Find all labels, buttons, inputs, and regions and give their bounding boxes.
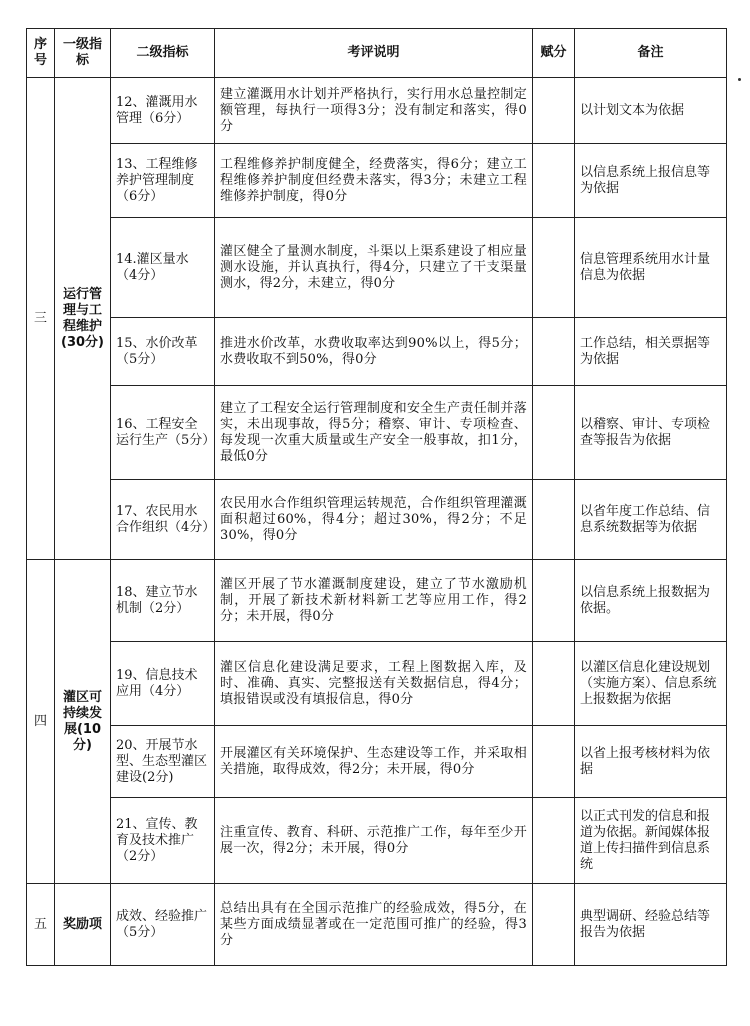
- desc-cell: 建立了工程安全运行管理制度和安全生产责任制并落实，未出现事故，得5分；稽察、审计、专项检查、每发现一次重大质量或生产安全一般事故，扣1分，最低0分: [215, 386, 533, 480]
- note-cell: 以信息系统上报数据为依据。: [575, 560, 727, 642]
- level2-cell: 13、工程维修养护管理制度（6分）: [111, 144, 215, 218]
- group-level1: 奖励项: [55, 884, 111, 966]
- level2-cell: 12、灌溉用水管理（6分）: [111, 78, 215, 144]
- note-cell: 信息管理系统用水计量信息为依据: [575, 218, 727, 318]
- note-cell: 工作总结，相关票据等为依据: [575, 318, 727, 386]
- scan-speck: [738, 78, 741, 81]
- score-cell[interactable]: [533, 884, 575, 966]
- group-level1: 灌区可持续发展(10分): [55, 560, 111, 884]
- score-cell[interactable]: [533, 78, 575, 144]
- table-row: [27, 726, 727, 798]
- header-seq: 序号: [27, 29, 55, 78]
- level2-cell: 17、农民用水合作组织（4分）: [111, 480, 215, 560]
- score-cell[interactable]: [533, 318, 575, 386]
- note-cell: 以省年度工作总结、信息系统数据等为依据: [575, 480, 727, 560]
- desc-cell: 建立灌溉用水计划并严格执行，实行用水总量控制定额管理，每执行一项得3分；没有制定和落实，得0分: [215, 78, 533, 144]
- header-row: [27, 29, 727, 78]
- note-cell: 以正式刊发的信息和报道为依据。新闻媒体报道上传扫描件到信息系统: [575, 798, 727, 884]
- desc-cell: 推进水价改革，水费收取率达到90%以上，得5分；水费收取不到50%，得0分: [215, 318, 533, 386]
- level2-cell: 21、宣传、教育及技术推广（2分）: [111, 798, 215, 884]
- level2-cell: 成效、经验推广（5分）: [111, 884, 215, 966]
- desc-cell: 农民用水合作组织管理运转规范，合作组织管理灌溉面积超过60%，得4分；超过30%，得2分；不足30%，得0分: [215, 480, 533, 560]
- header-note: 备注: [575, 29, 727, 78]
- desc-cell: 灌区信息化建设满足要求，工程上图数据入库，及时、准确、真实、完整报送有关数据信息，得4分；填报错误或没有填报信息，得0分: [215, 642, 533, 726]
- table-row: [27, 144, 727, 218]
- note-cell: 以计划文本为依据: [575, 78, 727, 144]
- score-cell[interactable]: [533, 642, 575, 726]
- group-level1: 运行管理与工程维护(30分): [55, 78, 111, 560]
- table-row: [27, 218, 727, 318]
- table-row: [27, 386, 727, 480]
- note-cell: 典型调研、经验总结等报告为依据: [575, 884, 727, 966]
- note-cell: 以信息系统上报信息等为依据: [575, 144, 727, 218]
- header-level2: 二级指标: [111, 29, 215, 78]
- desc-cell: 工程维修养护制度健全，经费落实，得6分；建立工程维修养护制度但经费未落实，得3分；未建立工程维修养护制度，得0分: [215, 144, 533, 218]
- header-desc: 考评说明: [215, 29, 533, 78]
- desc-cell: 灌区健全了量测水制度，斗渠以上渠系建设了相应量测水设施，并认真执行，得4分，只建立了干支渠量测水，得2分，未建立，得0分: [215, 218, 533, 318]
- desc-cell: 注重宣传、教育、科研、示范推广工作，每年至少开展一次，得2分；未开展，得0分: [215, 798, 533, 884]
- desc-cell: 灌区开展了节水灌溉制度建设，建立了节水激励机制，开展了新技术新材料新工艺等应用工作，得2分；未开展，得0分: [215, 560, 533, 642]
- group-seq: 五: [27, 884, 55, 966]
- evaluation-table: [26, 28, 727, 966]
- score-cell[interactable]: [533, 144, 575, 218]
- desc-cell: 总结出具有在全国示范推广的经验成效，得5分，在某些方面成绩显著或在一定范围可推广的经验，得3分: [215, 884, 533, 966]
- header-score: 赋分: [533, 29, 575, 78]
- table-row: [27, 884, 727, 966]
- header-level1: 一级指标: [55, 29, 111, 78]
- level2-cell: 20、开展节水型、生态型灌区建设(2分): [111, 726, 215, 798]
- score-cell[interactable]: [533, 798, 575, 884]
- table-row: [27, 642, 727, 726]
- score-cell[interactable]: [533, 218, 575, 318]
- group-seq: 四: [27, 560, 55, 884]
- level2-cell: 15、水价改革（5分）: [111, 318, 215, 386]
- score-cell[interactable]: [533, 560, 575, 642]
- group-seq: 三: [27, 78, 55, 560]
- table-row: [27, 798, 727, 884]
- level2-cell: 16、工程安全运行生产（5分）: [111, 386, 215, 480]
- score-cell[interactable]: [533, 726, 575, 798]
- table-row: [27, 560, 727, 642]
- note-cell: 以省上报考核材料为依据: [575, 726, 727, 798]
- level2-cell: 14.灌区量水（4分）: [111, 218, 215, 318]
- table-row: [27, 480, 727, 560]
- level2-cell: 19、信息技术应用（4分）: [111, 642, 215, 726]
- table-row: [27, 78, 727, 144]
- desc-cell: 开展灌区有关环境保护、生态建设等工作，并采取相关措施，取得成效，得2分；未开展，得0分: [215, 726, 533, 798]
- score-cell[interactable]: [533, 386, 575, 480]
- table-row: [27, 318, 727, 386]
- note-cell: 以灌区信息化建设规划（实施方案）、信息系统上报数据为依据: [575, 642, 727, 726]
- note-cell: 以稽察、审计、专项检查等报告为依据: [575, 386, 727, 480]
- score-cell[interactable]: [533, 480, 575, 560]
- level2-cell: 18、建立节水机制（2分）: [111, 560, 215, 642]
